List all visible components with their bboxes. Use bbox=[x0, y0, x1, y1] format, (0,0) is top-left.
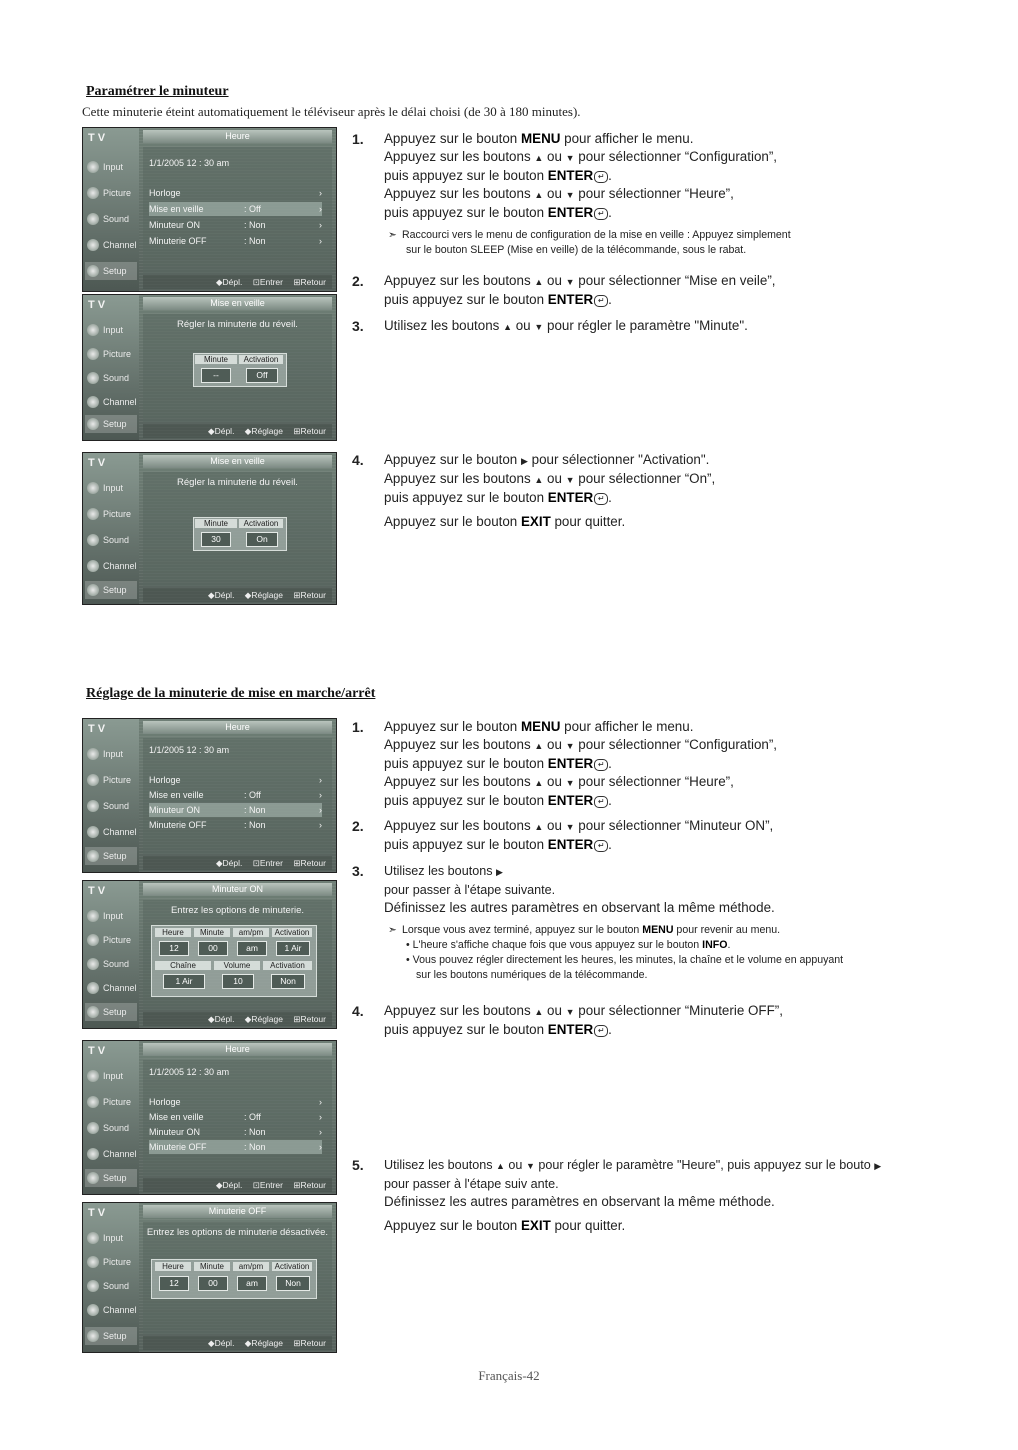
s2-step-5: 5. Utilisez les boutons ▲ ou ▼ pour régler le paramètre "Heure", puis appuyez sur le bouto ▶ pour passer à l'étape suiv ante. Définissez les autres paramètres en observant la même méthode. Appuyez sur le bouton EXIT pour quitter. bbox=[352, 1157, 882, 1233]
tv-value-volume: 10 bbox=[222, 974, 254, 989]
down-arrow-icon: ▼ bbox=[565, 1007, 575, 1017]
up-arrow-icon: ▲ bbox=[534, 1007, 544, 1017]
tv-screen-heure-3 bbox=[82, 1040, 337, 1195]
tv-message: Entrez les options de minuterie désactivée. bbox=[146, 1227, 329, 1238]
tv-value-minute: 00 bbox=[198, 1276, 228, 1291]
tv-value-heure: 12 bbox=[159, 941, 189, 956]
tv-label-minute: Minute bbox=[194, 1262, 230, 1271]
tv-nav-sound: Sound bbox=[85, 1277, 137, 1295]
tv-nav-picture: Picture bbox=[85, 771, 137, 789]
up-arrow-icon: ▲ bbox=[534, 277, 544, 287]
s1-step-1: 1. Appuyez sur le bouton MENU pour afficher le menu. Appuyez sur les boutons ▲ ou ▼ pour sélectionner “Configuration”, puis appuyez sur le bouton ENTER ↵ . Appuyez sur les boutons ▲ ou ▼ pour sélectionner “Heure”, puis appuyez sur le bouton ENTER ↵ . ➣ Raccourci vers le menu de configuration de la mise en veille : Appuyez simplement sur le bouton SLEEP (Mise en veille) de la télécommande, sous le rabat. bbox=[352, 130, 972, 258]
tv-label-ampm: am/pm bbox=[233, 1262, 269, 1271]
tv-nav-setup: Setup bbox=[85, 1327, 137, 1345]
tv-row-horloge: Horloge › bbox=[149, 1097, 322, 1107]
up-arrow-icon: ▲ bbox=[534, 822, 544, 832]
tv-label-activation: Activation bbox=[239, 519, 283, 528]
down-arrow-icon: ▼ bbox=[565, 190, 575, 200]
tv-nav-channel: Channel bbox=[85, 823, 137, 841]
tv-row-horloge: Horloge › bbox=[149, 775, 322, 785]
tv-nav-input: Input bbox=[85, 321, 137, 339]
tv-row-veille: Mise en veille : Off › bbox=[149, 790, 322, 800]
section1-title: Paramétrer le minuteur bbox=[86, 84, 229, 99]
down-arrow-icon: ▼ bbox=[565, 475, 575, 485]
tv-screen-heure-1 bbox=[82, 127, 337, 292]
tv-nav-input: Input bbox=[85, 745, 137, 763]
tv-nav-channel: Channel bbox=[85, 979, 137, 997]
tv-nav-picture: Picture bbox=[85, 931, 137, 949]
tv-message: Régler la minuterie du réveil. bbox=[177, 319, 298, 330]
tv-label-minute: Minute bbox=[195, 519, 237, 528]
step-number: 2. bbox=[352, 273, 364, 289]
step-number: 1. bbox=[352, 131, 364, 147]
tv-nav-channel: Channel bbox=[85, 236, 137, 254]
tv-brand: T V bbox=[88, 132, 106, 144]
tv-brand: T V bbox=[88, 885, 106, 897]
tv-title: Minuteur ON bbox=[143, 883, 332, 896]
tv-brand: T V bbox=[88, 457, 106, 469]
tv-label-minute: Minute bbox=[194, 928, 230, 937]
note-arrow-icon: ➣ bbox=[388, 924, 397, 936]
tv-footer: ◆Dépl. ⊡Entrer ⊞Retour bbox=[143, 1178, 332, 1192]
tv-row-on: Minuteur ON : Non › bbox=[149, 1127, 322, 1137]
tv-nav-setup: Setup bbox=[85, 262, 137, 280]
tv-value-activation: Non bbox=[276, 1276, 310, 1291]
note-arrow-icon: ➣ bbox=[388, 229, 397, 241]
tv-label-heure: Heure bbox=[155, 1262, 191, 1271]
tv-label-ampm: am/pm bbox=[233, 928, 269, 937]
tv-row-off: Minuterie OFF : Non › bbox=[149, 1142, 322, 1152]
up-arrow-icon: ▲ bbox=[496, 1161, 505, 1171]
tv-footer: ◆Dépl. ◆Réglage ⊞Retour bbox=[143, 1012, 332, 1026]
tv-title: Mise en veille bbox=[143, 455, 332, 468]
step-number: 4. bbox=[352, 1003, 364, 1019]
down-arrow-icon: ▼ bbox=[525, 1161, 535, 1171]
tv-value-ampm: am bbox=[237, 941, 267, 956]
tv-footer: ◆Dépl. ◆Réglage ⊞Retour bbox=[143, 588, 332, 602]
tv-brand: T V bbox=[88, 1207, 106, 1219]
right-arrow-icon: ▶ bbox=[520, 456, 528, 466]
tv-screen-minuterie-off bbox=[82, 1202, 337, 1353]
tv-footer: ◆Dépl. ⊡Entrer ⊞Retour bbox=[143, 856, 332, 870]
tv-row-veille: Mise en veille : Off › bbox=[149, 1112, 322, 1122]
enter-icon: ↵ bbox=[594, 493, 608, 505]
tv-footer: ◆Dépl. ◆Réglage ⊞Retour bbox=[143, 1336, 332, 1350]
tv-label-chaine: Chaîne bbox=[155, 961, 211, 970]
tv-title: Minuterie OFF bbox=[143, 1205, 332, 1218]
tv-label-heure: Heure bbox=[155, 928, 191, 937]
tv-value-minute: 30 bbox=[201, 532, 231, 547]
tv-footer: ◆Dépl. ◆Réglage ⊞Retour bbox=[143, 424, 332, 438]
tv-nav-input: Input bbox=[85, 479, 137, 497]
tv-brand: T V bbox=[88, 299, 106, 311]
right-arrow-icon: ▶ bbox=[874, 1161, 882, 1171]
step-number: 3. bbox=[352, 863, 364, 879]
tv-value-activation: On bbox=[246, 532, 278, 547]
tv-screen-veille-1 bbox=[82, 294, 337, 441]
tv-label-activation: Activation bbox=[239, 355, 283, 364]
tv-date: 1/1/2005 12 : 30 am bbox=[149, 745, 230, 755]
enter-icon: ↵ bbox=[594, 759, 608, 771]
tv-value-chaine: 1 Air bbox=[163, 974, 205, 989]
tv-label-volume: Volume bbox=[214, 961, 260, 970]
s2-step-4: 4. Appuyez sur les boutons ▲ ou ▼ pour sélectionner “Minuterie OFF”, puis appuyez sur le bouton ENTER ↵ . bbox=[352, 1003, 783, 1037]
tv-nav-channel: Channel bbox=[85, 393, 137, 411]
tv-row-on: Minuteur ON : Non › bbox=[149, 220, 322, 230]
tv-value-activation-2: Non bbox=[271, 974, 305, 989]
tv-nav-picture: Picture bbox=[85, 1253, 137, 1271]
step-number: 3. bbox=[352, 318, 364, 334]
tv-title: Heure bbox=[143, 1043, 332, 1056]
tv-screen-veille-2 bbox=[82, 452, 337, 605]
down-arrow-icon: ▼ bbox=[565, 153, 575, 163]
tv-row-on: Minuteur ON : Non › bbox=[149, 805, 322, 815]
tv-screen-heure-2 bbox=[82, 718, 337, 873]
tv-nav-sound: Sound bbox=[85, 369, 137, 387]
tv-nav-channel: Channel bbox=[85, 557, 137, 575]
tv-label-activation: Activation bbox=[272, 928, 312, 937]
enter-icon: ↵ bbox=[594, 840, 608, 852]
enter-icon: ↵ bbox=[594, 171, 608, 183]
up-arrow-icon: ▲ bbox=[534, 190, 544, 200]
up-arrow-icon: ▲ bbox=[534, 778, 544, 788]
tv-label-activation-2: Activation bbox=[263, 961, 312, 970]
tv-title: Heure bbox=[143, 130, 332, 143]
tv-value-activation: Off bbox=[246, 368, 278, 383]
tv-row-horloge: Horloge › bbox=[149, 188, 322, 198]
tv-date: 1/1/2005 12 : 30 am bbox=[149, 1067, 230, 1077]
tv-message: Entrez les options de minuterie. bbox=[170, 905, 305, 916]
tv-date: 1/1/2005 12 : 30 am bbox=[149, 158, 230, 168]
page-number: Français-42 bbox=[478, 1368, 540, 1383]
tv-value-heure: 12 bbox=[159, 1276, 189, 1291]
enter-icon: ↵ bbox=[594, 295, 608, 307]
up-arrow-icon: ▲ bbox=[534, 741, 544, 751]
s2-step-1: 1. Appuyez sur le bouton MENU pour afficher le menu. Appuyez sur les boutons ▲ ou ▼ pour sélectionner “Configuration”, puis appuyez sur le bouton ENTER ↵ . Appuyez sur les boutons ▲ ou ▼ pour sélectionner “Heure”, puis appuyez sur le bouton ENTER ↵ . bbox=[352, 719, 778, 808]
enter-icon: ↵ bbox=[594, 1025, 608, 1037]
tv-nav-picture: Picture bbox=[85, 505, 137, 523]
tv-nav-setup: Setup bbox=[85, 581, 137, 599]
s2-step-2: 2. Appuyez sur les boutons ▲ ou ▼ pour sélectionner “Minuteur ON”, puis appuyez sur le bouton ENTER ↵ . bbox=[352, 818, 774, 852]
tv-nav-input: Input bbox=[85, 1067, 137, 1085]
tv-row-off: Minuterie OFF : Non › bbox=[149, 236, 322, 246]
tv-label-activation: Activation bbox=[272, 1262, 312, 1271]
tv-nav-picture: Picture bbox=[85, 345, 137, 363]
step-number: 5. bbox=[352, 1157, 364, 1173]
tv-value-activation: 1 Air bbox=[276, 941, 310, 956]
tv-nav-sound: Sound bbox=[85, 210, 137, 228]
down-arrow-icon: ▼ bbox=[534, 322, 544, 332]
tv-nav-input: Input bbox=[85, 907, 137, 925]
tv-nav-input: Input bbox=[85, 1229, 137, 1247]
down-arrow-icon: ▼ bbox=[565, 822, 575, 832]
s1-step-2: 2. Appuyez sur les boutons ▲ ou ▼ pour sélectionner “Mise en veile”, puis appuyez sur le bouton ENTER ↵ . bbox=[352, 273, 776, 307]
tv-brand: T V bbox=[88, 723, 106, 735]
tv-label-minute: Minute bbox=[195, 355, 237, 364]
tv-nav-setup: Setup bbox=[85, 1003, 137, 1021]
tv-value-ampm: am bbox=[237, 1276, 267, 1291]
tv-value-minute: 00 bbox=[198, 941, 228, 956]
section1-intro: Cette minuterie éteint automatiquement le téléviseur après le délai choisi (de 30 à 180 minutes). bbox=[82, 104, 581, 119]
step-number: 1. bbox=[352, 719, 364, 735]
tv-title: Mise en veille bbox=[143, 297, 332, 310]
tv-footer: ◆Dépl. ⊡Entrer ⊞Retour bbox=[143, 275, 332, 289]
s1-note: ➣ Raccourci vers le menu de configuration de la mise en veille : Appuyez simplement sur le bouton SLEEP (Mise en veille) de la télécommande, sous le rabat. bbox=[388, 229, 791, 256]
tv-screen-minuteur-on bbox=[82, 880, 337, 1029]
s1-step-3: 3. Utilisez les boutons ▲ ou ▼ pour régler le paramètre "Minute". bbox=[352, 318, 748, 334]
section2-title: Réglage de la minuterie de mise en marche/arrêt bbox=[86, 686, 376, 701]
tv-title: Heure bbox=[143, 721, 332, 734]
tv-nav-channel: Channel bbox=[85, 1301, 137, 1319]
step-number: 4. bbox=[352, 452, 364, 468]
up-arrow-icon: ▲ bbox=[503, 322, 513, 332]
tv-row-veille: Mise en veille : Off › bbox=[149, 204, 322, 214]
tv-nav-sound: Sound bbox=[85, 1119, 137, 1137]
tv-nav-setup: Setup bbox=[85, 847, 137, 865]
tv-nav-input: Input bbox=[85, 158, 137, 176]
tv-nav-picture: Picture bbox=[85, 1093, 137, 1111]
s1-step-4: 4. Appuyez sur le bouton ▶ pour sélectionner "Activation". Appuyez sur les boutons ▲ ou ▼ pour sélectionner “On”, puis appuyez sur le bouton ENTER ↵ . Appuyez sur le bouton EXIT pour quitter. bbox=[352, 452, 716, 529]
tv-nav-setup: Setup bbox=[85, 1169, 137, 1187]
down-arrow-icon: ▼ bbox=[565, 741, 575, 751]
tv-value-minute: -- bbox=[201, 368, 231, 383]
enter-icon: ↵ bbox=[594, 796, 608, 808]
enter-icon: ↵ bbox=[594, 208, 608, 220]
tv-message: Régler la minuterie du réveil. bbox=[177, 477, 298, 488]
tv-nav-channel: Channel bbox=[85, 1145, 137, 1163]
tv-nav-sound: Sound bbox=[85, 797, 137, 815]
tv-row-off: Minuterie OFF : Non › bbox=[149, 820, 322, 830]
tv-nav-sound: Sound bbox=[85, 955, 137, 973]
down-arrow-icon: ▼ bbox=[565, 778, 575, 788]
up-arrow-icon: ▲ bbox=[534, 153, 544, 163]
tv-brand: T V bbox=[88, 1045, 106, 1057]
up-arrow-icon: ▲ bbox=[534, 475, 544, 485]
s2-note: ➣ Lorsque vous avez terminé, appuyez sur le bouton MENU pour revenir au menu. • L'heure s'affiche chaque fois que vous appuyez sur le bouton INFO. • Vous pouvez régler directement les heures, les minutes, la chaîne et le volume en appuyant sur les boutons numériques de la télécommande. bbox=[388, 924, 844, 981]
right-arrow-icon: ▶ bbox=[496, 867, 503, 877]
tv-nav-setup: Setup bbox=[85, 415, 137, 433]
tv-nav-sound: Sound bbox=[85, 531, 137, 549]
down-arrow-icon: ▼ bbox=[565, 277, 575, 287]
s2-step-3: 3. Utilisez les boutons ▶ pour passer à l'étape suivante. Définissez les autres paramètres en observant la même méthode. ➣ Lorsque vous avez terminé, appuyez sur le bouton MENU pour revenir au menu. • L'heure s'affiche chaque fois que vous appuyez sur le bouton INFO. • Vous pouvez régler directement les heures, les minutes, la chaîne et le volume en appuyant sur les boutons numériques de la télécommande. bbox=[352, 862, 972, 983]
step-number: 2. bbox=[352, 818, 364, 834]
tv-nav-picture: Picture bbox=[85, 184, 137, 202]
